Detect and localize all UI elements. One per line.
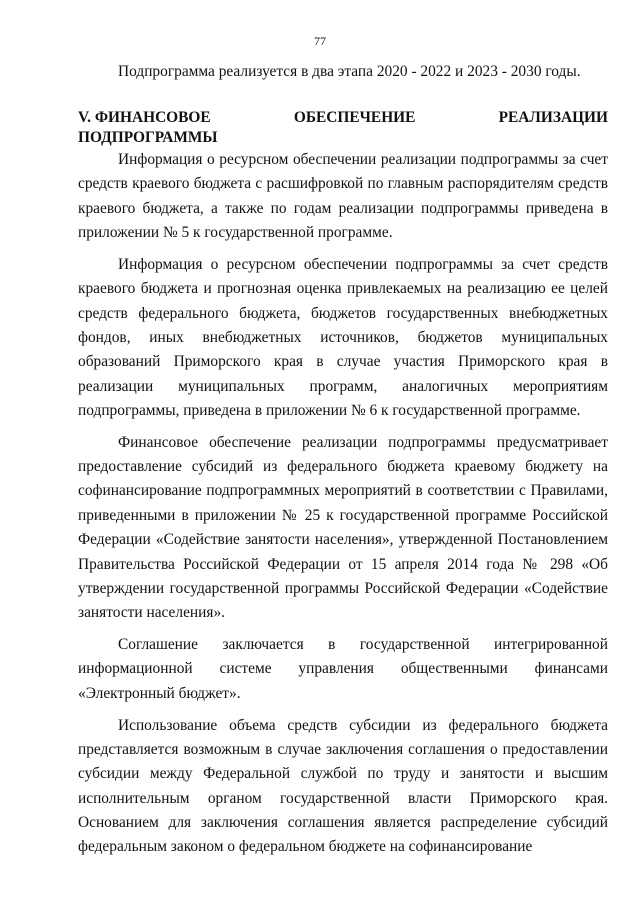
section-body bbox=[78, 148, 608, 867]
paragraph-financing: Финансовое обеспечение реализации подпрограммы предусматривает предоставление субсидий из федерального бюджета краевому бюджету на софинансирование подпрограммных мероприятий в соответствии с Правилами, приведенными в приложении № 25 к государственной программе Российской Федерации «Содействие занятости населения», утвержденной Постановлением Правительства Российской Федерации от 15 апреля 2014 года № 298 «Об утверждении государственной программы Российской Федерации «Содействие занятости населения». bbox=[78, 433, 608, 622]
paragraph-agreement: Соглашение заключается в государственной интегрированной информационной системе управления общественными финансами «Электронный бюджет». bbox=[78, 636, 608, 702]
paragraph-subsidy-usage: Использование объема средств субсидии из федерального бюджета представляется возможным в случае заключения соглашения о предоставлении субсидии между Федеральной службой по труду и занятости и высшим исполнительным органом государственной власти Приморского края. Основанием для заключения соглашения является распределение субсидий федеральным законом о федеральном бюджете на софинансирование bbox=[78, 716, 608, 856]
page-number: 77 bbox=[314, 34, 326, 48]
section-heading-line1 bbox=[78, 108, 608, 128]
intro-paragraph: Подпрограмма реализуется в два этапа 2020 - 2022 и 2023 - 2030 годы. bbox=[118, 63, 581, 80]
paragraph-forecast-info: Информация о ресурсном обеспечении подпрограммы за счет средств краевого бюджета и прогнозная оценка привлекаемых на реализацию ее целей средств федерального бюджета, бюджетов государственных внебюджетных фондов, иных внебюджетных источников, бюджетов муниципальных образований Приморского края в случае участия Приморского края в реализации муниципальных программ, аналогичных мероприятиям подпрограммы, приведена в приложении № 6 к государственной программе. bbox=[78, 255, 608, 419]
section-heading-line2: ПОДПРОГРАММЫ bbox=[78, 129, 218, 146]
section-heading bbox=[78, 108, 608, 148]
heading-word: ОБЕСПЕЧЕНИЕ bbox=[293, 109, 416, 126]
heading-word: РЕАЛИЗАЦИИ bbox=[498, 109, 608, 126]
paragraph-resource-info: Информация о ресурсном обеспечении реализации подпрограммы за счет средств краевого бюджета с расшифровкой по главным распорядителям средств краевого бюджета, а также по годам реализации подпрограммы приведена в приложении № 5 к государственной программе. bbox=[78, 151, 608, 242]
heading-word: V. ФИНАНСОВОЕ bbox=[78, 109, 211, 126]
